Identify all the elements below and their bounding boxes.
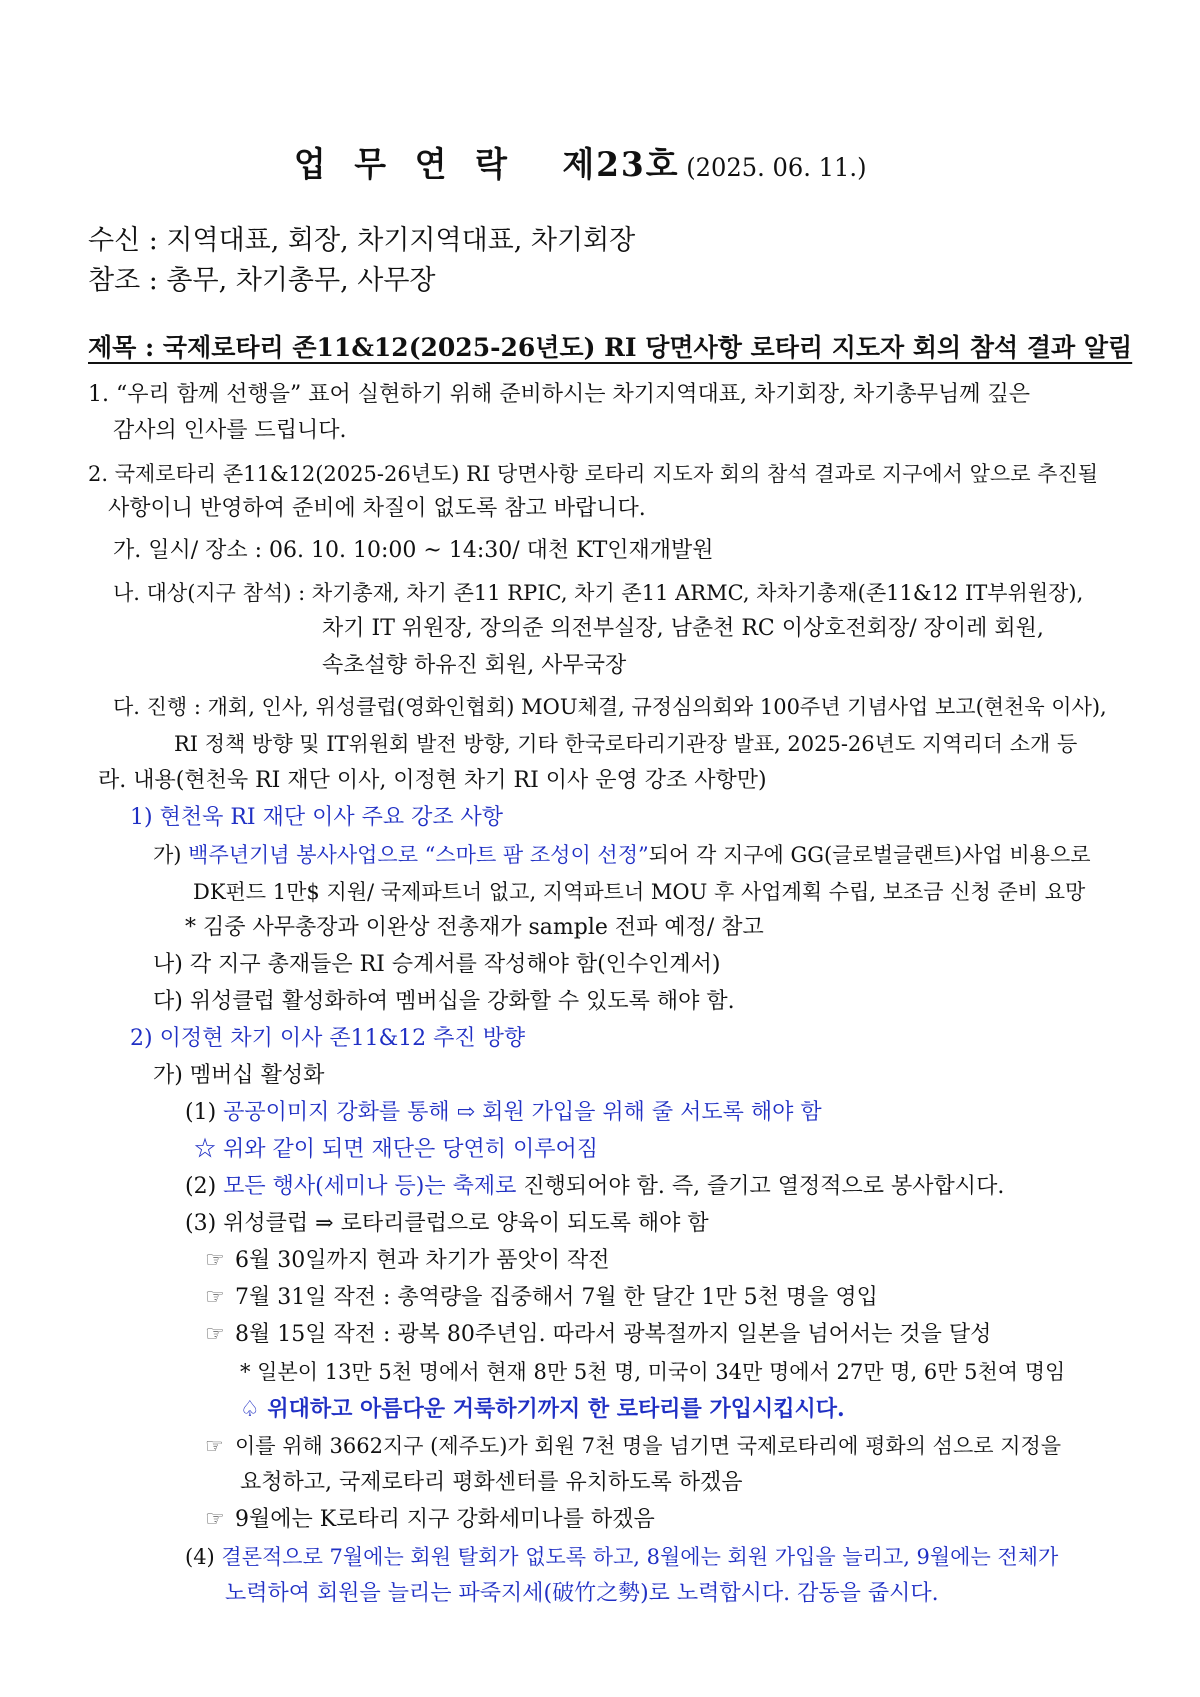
section1-ga-prefix: 가) (153, 843, 189, 867)
point1-star-note: ☆ 위와 같이 되면 재단은 당연히 이루어짐 (194, 1137, 598, 1162)
section1-na: 나) 각 지구 총재들은 RI 승계서를 작성해야 함(인수인계서) (153, 952, 721, 977)
bullet-june (205, 1246, 610, 1276)
bullet-august-text: 8월 15일 작전 : 광복 80주년임. 따라서 광복절까지 일본을 넘어서는 것을 달성 (235, 1322, 992, 1347)
subject-line: 제목 : 국제로타리 존11&12(2025-26년도) RI 당면사항 로타리 지도자 회의 참석 결과 알림 (88, 333, 1133, 362)
section2-point3: (3) 위성클럽 ⇒ 로타리클럽으로 양육이 되도록 해야 함 (185, 1211, 709, 1236)
bullet-jeju-text: 이를 위해 3662지구 (제주도)가 회원 7천 명을 넘기면 국제로타리에 평화의 섬으로 지정을 (235, 1434, 1062, 1458)
bullet-jeju-line1 (205, 1431, 1061, 1461)
item1-line1: 1. “우리 함께 선행을” 표어 실현하기 위해 준비하시는 차기지역대표, 차기회장, 차기총무님께 깊은 (88, 382, 1030, 407)
reference-line: 참조 : 총무, 차기총무, 사무장 (88, 265, 436, 296)
item-da-progress-line2: RI 정책 방향 및 IT위원회 발전 방향, 기타 한국로타리기관장 발표, 2025-26년도 지역리더 소개 등 (174, 732, 1078, 756)
pointing-hand-icon: ☞ (205, 1507, 225, 1532)
point2-highlight: 모든 행사(세미나 등)는 축제로 (223, 1174, 517, 1199)
point4-highlight: 결론적으로 7월에는 회원 탈회가 없도록 하고, 8월에는 회원 가입을 늘리고, 9월에는 전체가 (221, 1545, 1059, 1569)
item2-line1: 2. 국제로타리 존11&12(2025-26년도) RI 당면사항 로타리 지도자 회의 참석 결과로 지구에서 앞으로 추진될 (88, 462, 1099, 486)
title-main: 업 무 연 락 제23호 (293, 145, 680, 185)
item-na-attendees-line1: 나. 대상(지구 참석) : 차기총재, 차기 존11 RPIC, 차기 존11 ARMC, 차차기총재(존11&12 IT부위원장), (113, 581, 1084, 605)
bullet-jeju-line2: 요청하고, 국제로타리 평화센터를 유치하도록 하겠음 (240, 1470, 743, 1495)
item2-line2: 사항이니 반영하여 준비에 차질이 없도록 참고 바랍니다. (108, 496, 646, 521)
section1-ga-rest: 되어 각 지구에 GG(글로벌글랜트)사업 비용으로 (648, 843, 1091, 867)
document-title (0, 143, 1160, 192)
pointing-hand-icon: ☞ (205, 1248, 225, 1273)
title-date: (2025. 06. 11.) (686, 153, 867, 182)
pointing-hand-icon: ☞ (205, 1322, 225, 1347)
item-da-progress-line1: 다. 진행 : 개회, 인사, 위성클럽(영화인협회) MOU체결, 규정심의회와 100주년 기념사업 보고(현천욱 이사), (113, 695, 1107, 719)
point4-prefix: (4) (185, 1545, 222, 1569)
item-na-attendees-line3: 속초설향 하유진 회원, 사무국장 (322, 653, 627, 678)
section2-point1 (185, 1098, 822, 1128)
section2-point2 (185, 1172, 1004, 1202)
point1-prefix: (1) (185, 1100, 224, 1125)
section1-ga-line2: DK펀드 1만$ 지원/ 국제파트너 없고, 지역파트너 MOU 후 사업계획 수립, 보조금 신청 준비 요망 (193, 880, 1086, 904)
bullet-august (205, 1320, 991, 1350)
bullet-august-note: * 일본이 13만 5천 명에서 현재 8만 5천 명, 미국이 34만 명에서 27만 명, 6만 5천여 명임 (240, 1360, 1066, 1384)
pointing-hand-icon: ☞ (205, 1285, 225, 1310)
section1-ga-highlight: 백주년기념 봉사사업으로 “스마트 팜 조성이 선정” (188, 843, 649, 867)
bullet-september-text: 9월에는 K로타리 지구 강화세미나를 하겠음 (235, 1507, 655, 1532)
item-ga-schedule: 가. 일시/ 장소 : 06. 10. 10:00 ~ 14:30/ 대천 KT인재개발원 (113, 538, 714, 563)
section2-ga: 가) 멤버십 활성화 (153, 1063, 325, 1088)
item1-line2: 감사의 인사를 드립니다. (113, 418, 347, 443)
section1-da: 다) 위성클럽 활성화하여 멤버십을 강화할 수 있도록 해야 함. (153, 989, 735, 1014)
bullet-september (205, 1505, 655, 1535)
section2-point4-line1 (185, 1542, 1058, 1572)
bullet-july (205, 1283, 878, 1313)
recipient-line: 수신 : 지역대표, 회장, 차기지역대표, 차기회장 (88, 225, 636, 256)
point2-rest: 진행되어야 함. 즉, 즐기고 열정적으로 봉사합시다. (516, 1174, 1005, 1199)
bullet-july-text: 7월 31일 작전 : 총역량을 집중해서 7월 한 달간 1만 5천 명을 영입 (235, 1285, 878, 1310)
item-na-attendees-line2: 차기 IT 위원장, 장의준 의전부실장, 남춘천 RC 이상호전회장/ 장이레 회원, (322, 616, 1044, 641)
section1-ga-line1 (153, 840, 1091, 870)
bullet-june-text: 6월 30일까지 현과 차기가 품앗이 작전 (235, 1248, 610, 1273)
point1-highlight: 공공이미지 강화를 통해 ⇨ 회원 가입을 위해 줄 서도록 해야 함 (223, 1100, 822, 1125)
bullet-august-emphasis: ♤ 위대하고 아름다운 거룩하기까지 한 로타리를 가입시킵시다. (240, 1396, 845, 1422)
pointing-hand-icon: ☞ (205, 1434, 224, 1458)
point2-prefix: (2) (185, 1174, 224, 1199)
section1-ga-note: * 김중 사무총장과 이완상 전총재가 sample 전파 예정/ 참고 (185, 915, 764, 940)
section1-heading: 1) 현천욱 RI 재단 이사 주요 강조 사항 (130, 805, 504, 830)
section2-heading: 2) 이정현 차기 이사 존11&12 추진 방향 (130, 1026, 526, 1051)
item-ra-contents: 라. 내용(현천욱 RI 재단 이사, 이정현 차기 RI 이사 운영 강조 사항만) (98, 768, 767, 793)
section2-point4-line2: 노력하여 회원을 늘리는 파죽지세(破竹之勢)로 노력합시다. 감동을 줍시다. (225, 1581, 939, 1606)
